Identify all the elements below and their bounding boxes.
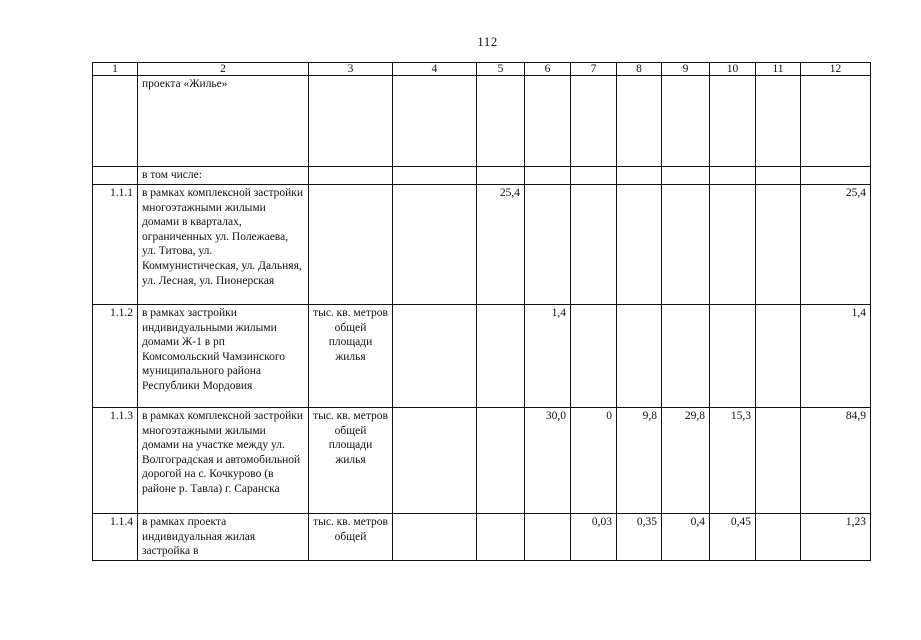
table-cell: 25,4 bbox=[477, 185, 525, 305]
table-cell: 30,0 bbox=[525, 408, 571, 514]
table-row bbox=[93, 305, 871, 408]
table-cell bbox=[662, 76, 710, 167]
table-cell bbox=[477, 76, 525, 167]
row-name: в том числе: bbox=[138, 167, 309, 185]
table-cell bbox=[477, 514, 525, 561]
row-name: в рамках проекта индивидуальная жилая застройка в bbox=[138, 514, 309, 561]
table-cell bbox=[617, 185, 662, 305]
column-header: 9 bbox=[662, 63, 710, 76]
table-cell: 1,4 bbox=[801, 305, 871, 408]
table-cell: 0,35 bbox=[617, 514, 662, 561]
column-header: 4 bbox=[393, 63, 477, 76]
table-cell bbox=[393, 76, 477, 167]
column-header: 7 bbox=[571, 63, 617, 76]
table-cell: 1,4 bbox=[525, 305, 571, 408]
column-header: 10 bbox=[710, 63, 756, 76]
table-cell: 0,03 bbox=[571, 514, 617, 561]
table-cell: 29,8 bbox=[662, 408, 710, 514]
row-unit: тыс. кв. метров общей площади жилья bbox=[309, 408, 393, 514]
table-row bbox=[93, 185, 871, 305]
row-name: проекта «Жилье» bbox=[138, 76, 309, 167]
table-row bbox=[93, 408, 871, 514]
table-cell bbox=[710, 76, 756, 167]
table-cell bbox=[756, 167, 801, 185]
table-cell bbox=[393, 305, 477, 408]
table-cell bbox=[662, 185, 710, 305]
column-header: 3 bbox=[309, 63, 393, 76]
table-cell bbox=[393, 514, 477, 561]
table-cell bbox=[662, 167, 710, 185]
table-cell: 9,8 bbox=[617, 408, 662, 514]
table-cell bbox=[525, 185, 571, 305]
row-code: 1.1.2 bbox=[93, 305, 138, 408]
row-unit: тыс. кв. метров общей площади жилья bbox=[309, 305, 393, 408]
column-header: 2 bbox=[138, 63, 309, 76]
table-row bbox=[93, 167, 871, 185]
table-row bbox=[93, 514, 871, 561]
table-cell bbox=[393, 185, 477, 305]
table-cell bbox=[525, 76, 571, 167]
row-code bbox=[93, 167, 138, 185]
table-cell bbox=[571, 185, 617, 305]
table-cell: 15,3 bbox=[710, 408, 756, 514]
table-cell bbox=[477, 408, 525, 514]
table-cell bbox=[710, 167, 756, 185]
table-cell bbox=[477, 167, 525, 185]
table-cell bbox=[571, 305, 617, 408]
row-name: в рамках комплексной застройки многоэтажными жилыми домами в кварталах, ограниченных ул. Полежаева, ул. Титова, ул. Коммунистическая, ул. Дальняя, ул. Лесная, ул. Пионерская bbox=[138, 185, 309, 305]
row-unit bbox=[309, 185, 393, 305]
column-header: 1 bbox=[93, 63, 138, 76]
data-table bbox=[92, 62, 871, 561]
table-cell: 0,45 bbox=[710, 514, 756, 561]
table-cell bbox=[477, 305, 525, 408]
table-cell bbox=[756, 185, 801, 305]
column-number-row bbox=[93, 63, 871, 76]
table-cell bbox=[801, 167, 871, 185]
row-name: в рамках застройки индивидуальными жилыми домами Ж-1 в рп Комсомольский Чамзинского муниципального района Республики Мордовия bbox=[138, 305, 309, 408]
table-cell bbox=[756, 408, 801, 514]
table-row bbox=[93, 76, 871, 167]
row-unit bbox=[309, 167, 393, 185]
table-cell bbox=[617, 167, 662, 185]
row-name: в рамках комплексной застройки многоэтажными жилыми домами на участке между ул. Волгоградская и автомобильной дорогой на с. Кочкурово (в районе р. Тавла) г. Саранска bbox=[138, 408, 309, 514]
row-code: 1.1.1 bbox=[93, 185, 138, 305]
table-cell bbox=[801, 76, 871, 167]
page-number: 112 bbox=[477, 34, 498, 49]
column-header: 11 bbox=[756, 63, 801, 76]
column-header: 5 bbox=[477, 63, 525, 76]
table-cell bbox=[756, 514, 801, 561]
table-cell bbox=[571, 76, 617, 167]
table-cell bbox=[525, 514, 571, 561]
column-header: 8 bbox=[617, 63, 662, 76]
column-header: 6 bbox=[525, 63, 571, 76]
row-code bbox=[93, 76, 138, 167]
table-cell: 1,23 bbox=[801, 514, 871, 561]
table-cell bbox=[525, 167, 571, 185]
row-code: 1.1.3 bbox=[93, 408, 138, 514]
table-cell: 0 bbox=[571, 408, 617, 514]
table-cell bbox=[571, 167, 617, 185]
table-cell bbox=[756, 305, 801, 408]
table-cell: 25,4 bbox=[801, 185, 871, 305]
table-cell: 0,4 bbox=[662, 514, 710, 561]
table-cell bbox=[710, 185, 756, 305]
table-cell bbox=[393, 408, 477, 514]
table-cell bbox=[756, 76, 801, 167]
row-code: 1.1.4 bbox=[93, 514, 138, 561]
table-cell bbox=[662, 305, 710, 408]
table-cell bbox=[617, 305, 662, 408]
table-cell bbox=[710, 305, 756, 408]
row-unit: тыс. кв. метров общей bbox=[309, 514, 393, 561]
table-cell bbox=[617, 76, 662, 167]
row-unit bbox=[309, 76, 393, 167]
table-cell bbox=[393, 167, 477, 185]
column-header: 12 bbox=[801, 63, 871, 76]
table-cell: 84,9 bbox=[801, 408, 871, 514]
